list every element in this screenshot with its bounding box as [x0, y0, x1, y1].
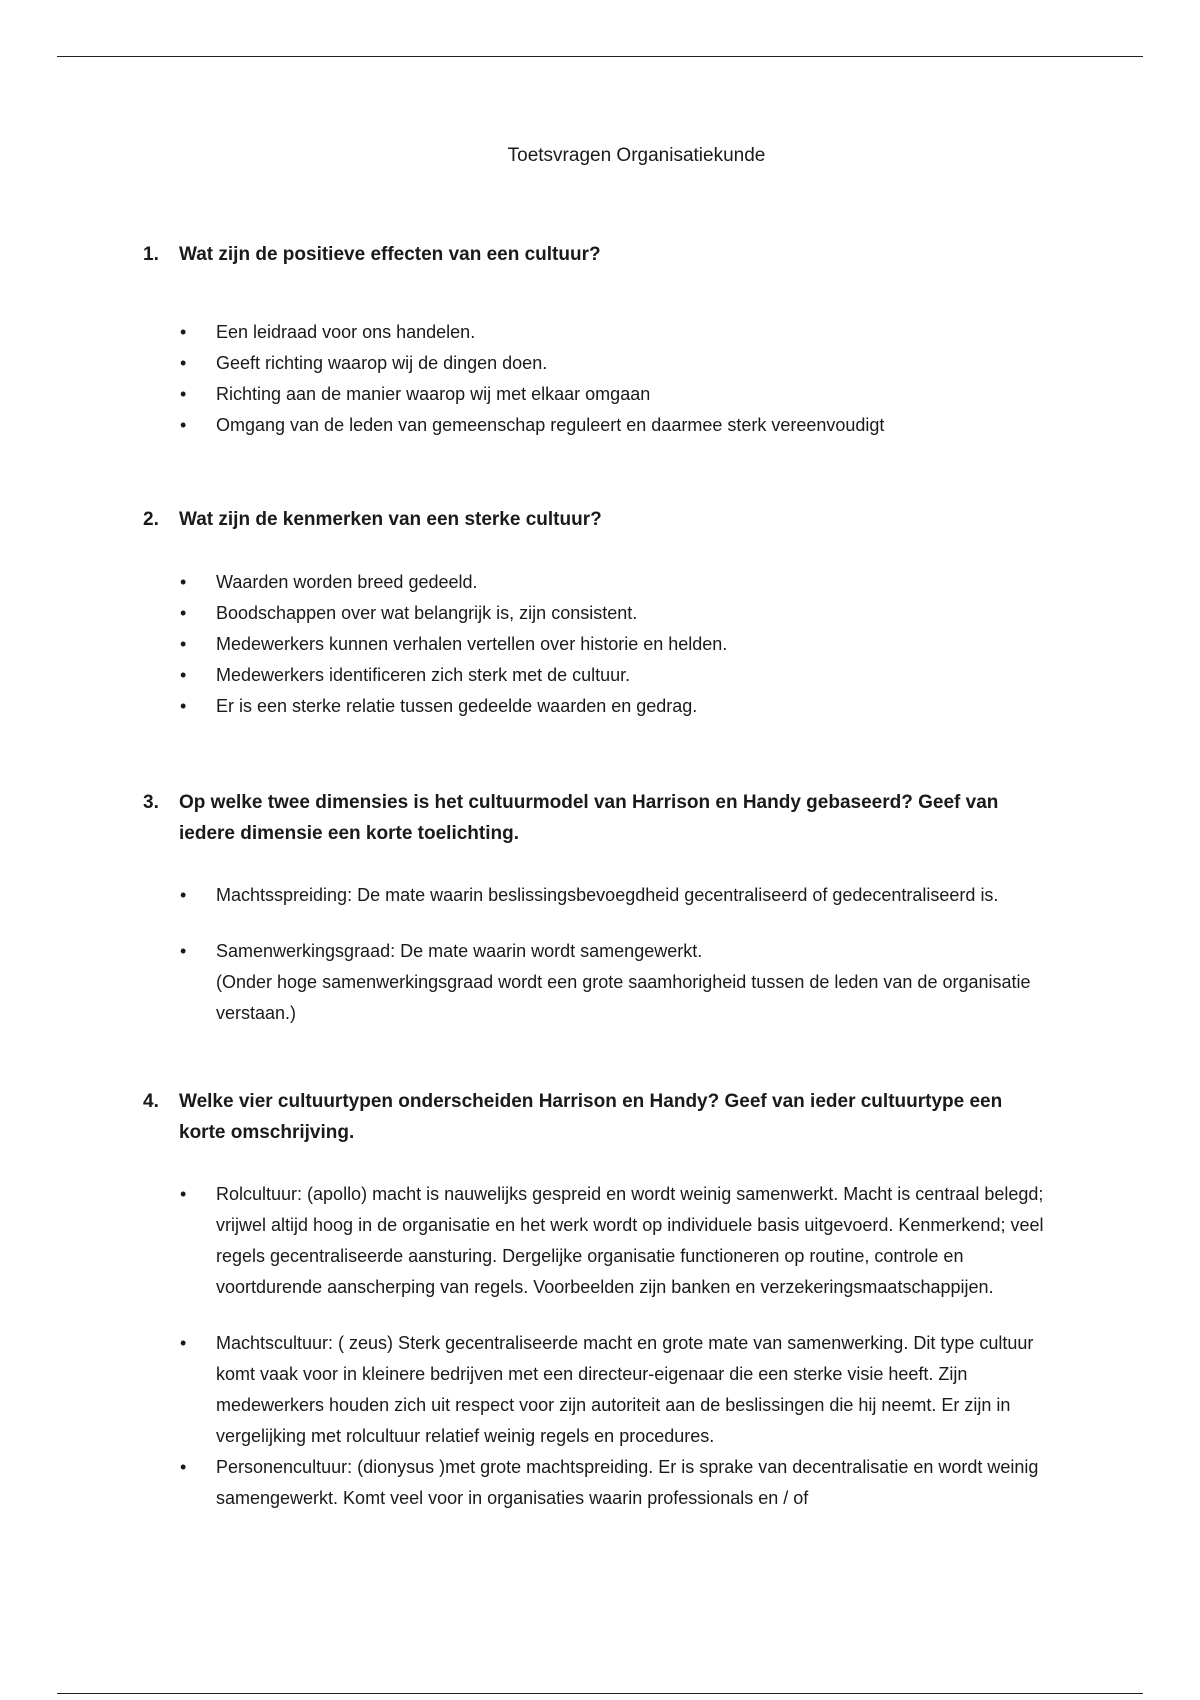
question-number: 4.	[143, 1091, 159, 1112]
list-item: • Rolcultuur: (apollo) macht is nauwelijks gespreid en wordt weinig samenwerkt. Macht is centraal belegd; vrijwel altijd hoog in de organisatie en het werk wordt op individuele basis uitgevoerd. Kenmerkend; veel regels gecentraliseerde aansturing. Dergelijke organisatie functioneren op routine, controle en voortdurende aanscherping van regels. Voorbeelden zijn banken en verzekeringsmaatschappijen.	[180, 1179, 1060, 1303]
question-text: Welke vier cultuurtypen onderscheiden Harrison en Handy? Geef van ieder cultuurtype een korte omschrijving.	[179, 1091, 1003, 1143]
question-number: 1.	[143, 244, 159, 265]
list-item: • Medewerkers kunnen verhalen vertellen over historie en helden.	[180, 629, 1060, 660]
list-item: • Waarden worden breed gedeeld.	[180, 567, 1060, 598]
question-1	[143, 240, 1043, 271]
question-text: Wat zijn de positieve effecten van een cultuur?	[179, 244, 601, 265]
question-3	[143, 788, 1043, 849]
question-text: Op welke twee dimensies is het cultuurmodel van Harrison en Handy gebaseerd? Geef van iedere dimensie een korte toelichting.	[179, 792, 999, 844]
document-title: Toetsvragen Organisatiekunde	[507, 145, 766, 166]
question-4	[143, 1087, 1043, 1148]
list-item: • Omgang van de leden van gemeenschap reguleert en daarmee sterk vereenvoudigt	[180, 410, 1060, 441]
list-item: • Een leidraad voor ons handelen.	[180, 317, 1060, 348]
list-item: • Boodschappen over wat belangrijk is, zijn consistent.	[180, 598, 1060, 629]
list-item	[180, 936, 1060, 1029]
answer-list-1	[180, 317, 1060, 441]
question-text: Wat zijn de kenmerken van een sterke cultuur?	[179, 509, 602, 530]
footer-rule	[57, 1693, 1143, 1694]
answer-list-4	[180, 1179, 1060, 1514]
list-item: • Personencultuur: (dionysus )met grote machtspreiding. Er is sprake van decentralisatie en wordt weinig samengewerkt. Komt veel voor in organisaties waarin professionals en / of	[180, 1452, 1060, 1514]
list-item: • Machtsspreiding: De mate waarin beslissingsbevoegdheid gecentraliseerd of gedecentraliseerd is.	[180, 880, 1060, 911]
list-item-text: Samenwerkingsgraad: De mate waarin wordt samengewerkt.	[216, 941, 703, 961]
answer-list-2	[180, 567, 1060, 722]
list-item-note: (Onder hoge samenwerkingsgraad wordt een grote saamhorigheid tussen de leden van de organisatie verstaan.)	[216, 972, 1031, 1023]
list-item: • Geeft richting waarop wij de dingen doen.	[180, 348, 1060, 379]
question-number: 3.	[143, 792, 159, 813]
question-number: 2.	[143, 509, 159, 530]
list-item: • Er is een sterke relatie tussen gedeelde waarden en gedrag.	[180, 691, 1060, 722]
list-item: • Machtscultuur: ( zeus) Sterk gecentraliseerde macht en grote mate van samenwerking. Dit type cultuur komt vaak voor in kleinere bedrijven met een directeur-eigenaar die een sterke visie heeft. Zijn medewerkers houden zich uit respect voor zijn autoriteit aan de beslissingen die hij neemt. Er zijn in vergelijking met rolcultuur relatief weinig regels en procedures.	[180, 1328, 1060, 1452]
list-item: • Richting aan de manier waarop wij met elkaar omgaan	[180, 379, 1060, 410]
question-2	[143, 505, 1043, 536]
header-rule	[57, 56, 1143, 57]
answer-list-3	[180, 880, 1060, 1029]
list-item: • Medewerkers identificeren zich sterk met de cultuur.	[180, 660, 1060, 691]
